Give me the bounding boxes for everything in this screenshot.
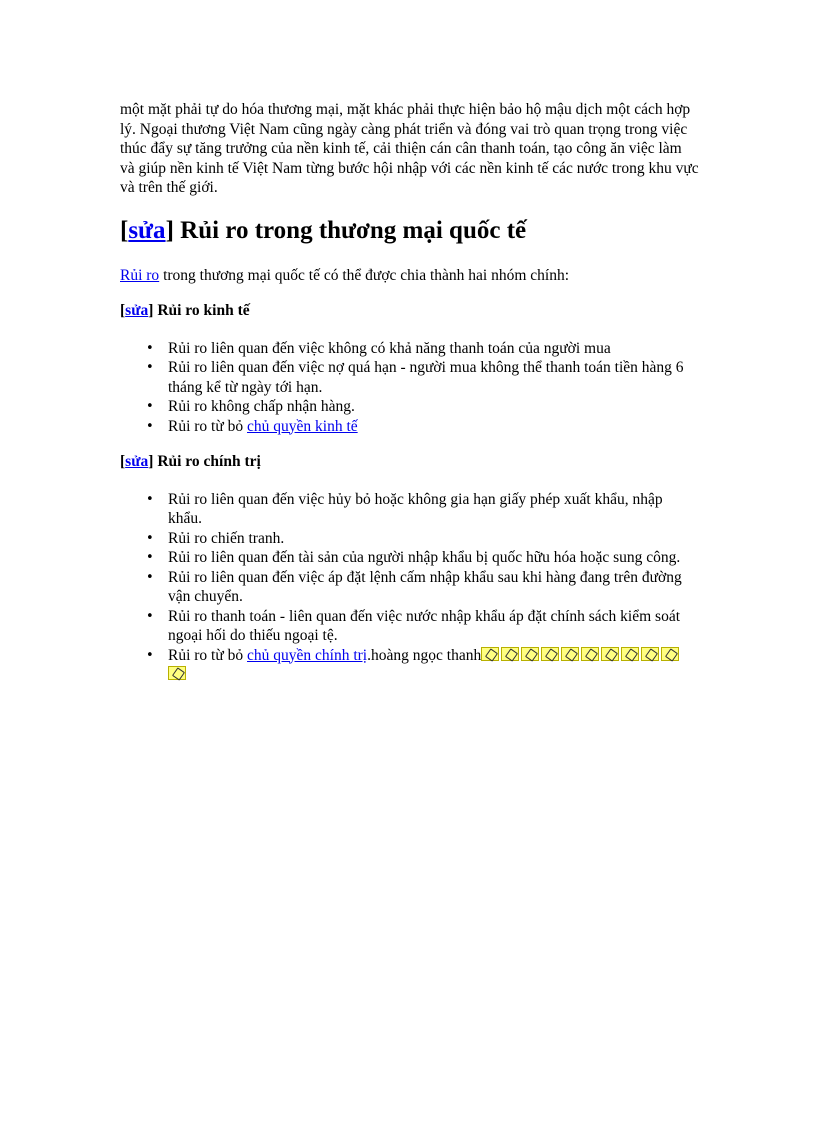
edit-bracket-close: ] [165,216,174,244]
economic-sovereignty-link[interactable]: chủ quyền kinh tế [247,417,358,435]
missing-glyph-icon [661,647,679,661]
list-item: • Rủi ro thanh toán - liên quan đến việc nước nhập khẩu áp đặt chính sách kiểm soát ngoại hối do thiếu ngoại tệ. [168,607,700,646]
political-sovereignty-link[interactable]: chủ quyền chính trị [247,646,368,664]
section-lead-text: trong thương mại quốc tế có thể được chia thành hai nhóm chính: [159,266,570,284]
missing-glyph-icon [621,647,639,661]
edit-link[interactable]: sửa [128,216,166,244]
risk-link[interactable]: Rủi ro [120,266,160,284]
section-lead [120,266,700,286]
edit-bracket-open: [ [120,302,126,319]
list-item: • Rủi ro liên quan đến việc nợ quá hạn - người mua không thể thanh toán tiền hàng 6 tháng kể từ ngày tới hạn. [168,358,700,397]
edit-bracket-close: ] [148,453,154,470]
edit-link[interactable]: sửa [125,453,149,470]
missing-glyph-icon [561,647,579,661]
missing-glyph-icon [501,647,519,661]
missing-glyph-icon [541,647,559,661]
list-item: • Rủi ro không chấp nhận hàng. [168,397,700,417]
list-item: • Rủi ro liên quan đến việc áp đặt lệnh cấm nhập khẩu sau khi hàng đang trên đường vận chuyển. [168,568,700,607]
economic-list [120,339,700,437]
missing-glyph-icon [641,647,659,661]
list-item-text: Rủi ro từ bỏ [168,646,248,664]
missing-glyph-icon [481,647,499,661]
list-item: • Rủi ro chiến tranh. [168,529,700,549]
political-title: Rủi ro chính trị [153,453,261,470]
economic-heading [120,301,700,321]
list-item [168,646,700,685]
political-list [120,490,700,685]
political-heading [120,452,700,472]
intro-paragraph: một mặt phải tự do hóa thương mại, mặt khác phải thực hiện bảo hộ mậu dịch một cách hợp lý. Ngoại thương Việt Nam cũng ngày càng phát triển và đóng vai trò quan trọng trong việc thúc đẩy sự tăng trưởng của nền kinh tế, cải thiện cán cân thanh toán, tạo công ăn việc làm và giúp nền kinh tế Việt Nam từng bước hội nhập với các nền kinh tế các nước trong khu vực và trên thế giới. [120,101,699,196]
missing-glyph-icon [168,666,186,680]
document-page [120,100,700,685]
economic-title: Rủi ro kinh tế [153,302,250,319]
section-title: Rủi ro trong thương mại quốc tế [173,216,527,244]
list-item [168,417,700,437]
list-item: • Rủi ro liên quan đến việc hủy bỏ hoặc không gia hạn giấy phép xuất khẩu, nhập khẩu. [168,490,700,529]
edit-link[interactable]: sửa [125,302,149,319]
edit-bracket-open: [ [120,216,129,244]
edit-bracket-open: [ [120,453,126,470]
author-text: .hoàng ngọc thanh [367,646,482,664]
missing-glyph-icon [581,647,599,661]
missing-glyph-icon [601,647,619,661]
list-item: • Rủi ro liên quan đến tài sản của người nhập khẩu bị quốc hữu hóa hoặc sung công. [168,548,700,568]
edit-bracket-close: ] [148,302,154,319]
list-item-text: Rủi ro từ bỏ [168,417,248,435]
list-item: • Rủi ro liên quan đến việc không có khả năng thanh toán của người mua [168,339,700,359]
missing-glyph-icon [521,647,539,661]
section-heading [120,216,700,246]
